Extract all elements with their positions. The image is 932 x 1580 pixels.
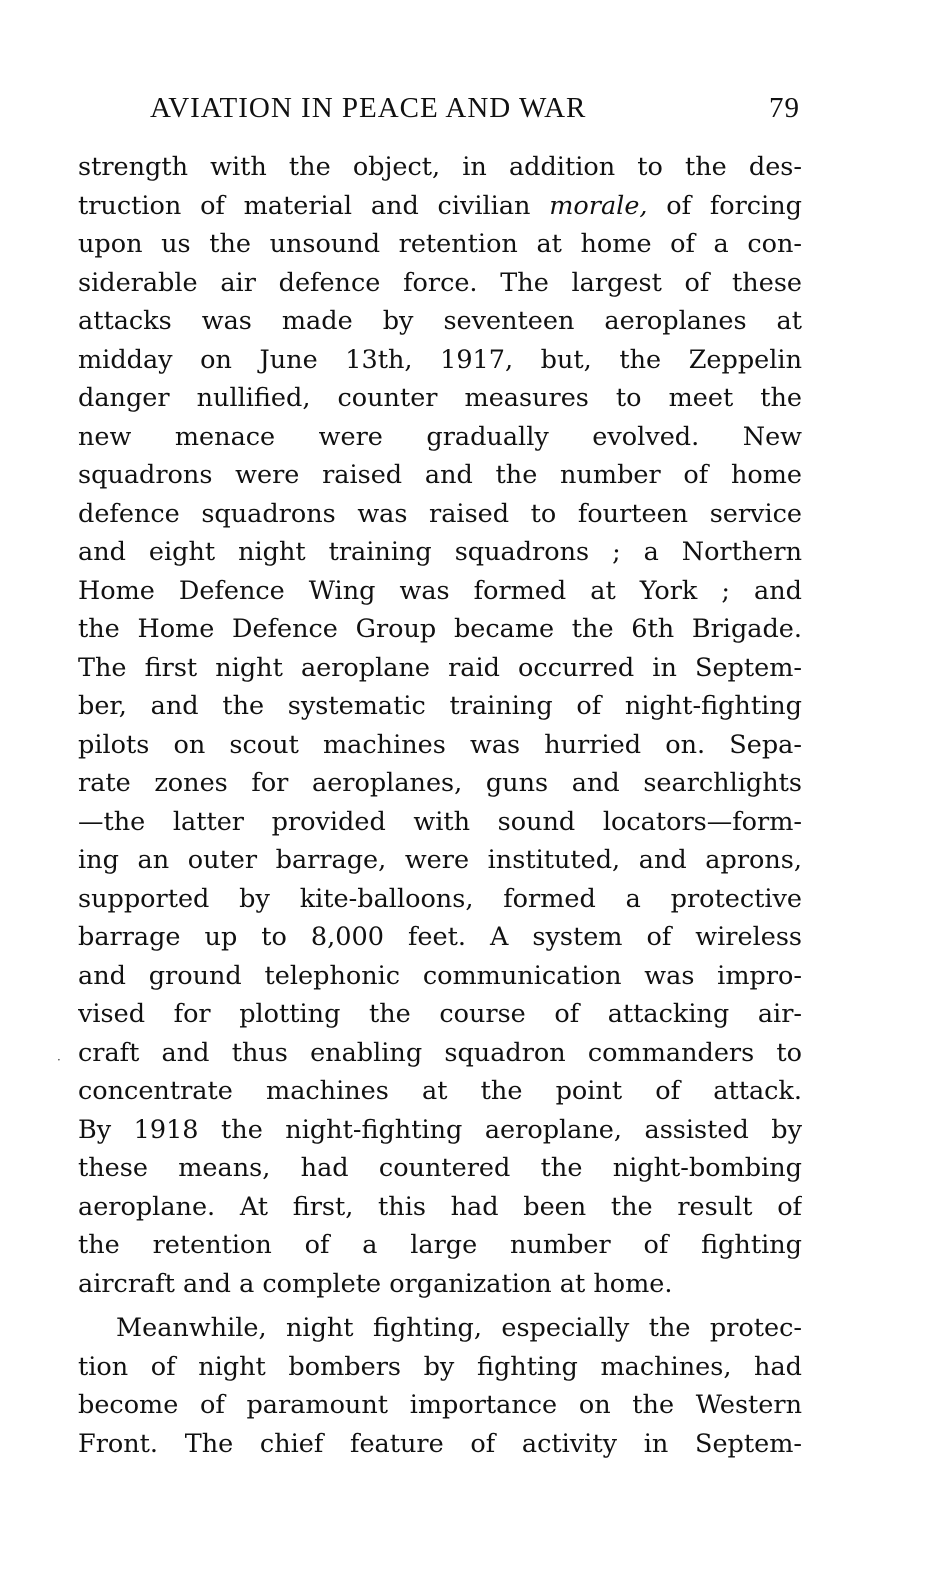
text-line: squadrons were raised and the number of home (78, 460, 802, 490)
text-line: —the latter provided with sound locators—form- (78, 806, 802, 837)
paragraph-1 (78, 148, 802, 1303)
text-line: become of paramount importance on the Western (78, 1390, 802, 1420)
text-line: supported by kite-balloons, formed a protective (78, 883, 802, 914)
text-line: pilots on scout machines was hurried on. Sepa- (78, 729, 802, 760)
text-line (78, 187, 802, 226)
body-text (78, 148, 802, 1463)
text-line: and ground telephonic communication was impro- (78, 960, 802, 991)
text-line: concentrate machines at the point of attack. (78, 1076, 802, 1106)
text-line: barrage up to 8,000 feet. A system of wireless (78, 922, 802, 952)
text-line: Meanwhile, night fighting, especially the protec- (116, 1313, 802, 1343)
text-line: and eight night training squadrons ; a Northern (78, 537, 802, 567)
text-line: aircraft and a complete organization at home. (78, 1268, 673, 1299)
text-line: new menace were gradually evolved. New (78, 421, 802, 452)
text-line: ber, and the systematic training of night-fighting (78, 691, 802, 721)
text-line: The first night aeroplane raid occurred in Septem- (78, 652, 802, 683)
text-line: ing an outer barrage, were instituted, and aprons, (78, 845, 802, 875)
text-line: Front. The chief feature of activity in Septem- (78, 1428, 802, 1459)
text-line: aeroplane. At first, this had been the result of (78, 1191, 802, 1222)
text-line: By 1918 the night-fighting aeroplane, assisted by (78, 1114, 802, 1145)
running-head-title: AVIATION IN PEACE AND WAR (150, 92, 587, 124)
text-segment: truction of material and civilian (78, 190, 550, 221)
text-line: siderable air defence force. The largest of these (78, 267, 802, 298)
text-line: the Home Defence Group became the 6th Brigade. (78, 614, 802, 644)
text-line: midday on June 13th, 1917, but, the Zeppelin (78, 344, 802, 375)
text-line: these means, had countered the night-bombing (78, 1153, 802, 1183)
italic-word: morale, (549, 190, 648, 221)
text-line: tion of night bombers by fighting machines, had (78, 1351, 802, 1382)
text-segment: of forcing (647, 190, 802, 221)
text-line: defence squadrons was raised to fourteen service (78, 498, 802, 529)
running-head (150, 92, 800, 128)
text-line: the retention of a large number of fighting (78, 1230, 802, 1260)
text-line: vised for plotting the course of attacking air- (78, 999, 802, 1029)
text-line: danger nullified, counter measures to meet the (78, 383, 802, 413)
text-line: attacks was made by seventeen aeroplanes at (78, 306, 802, 336)
text-line: Home Defence Wing was formed at York ; and (78, 575, 802, 606)
paragraph-2 (78, 1309, 802, 1463)
page-number: 79 (769, 92, 800, 124)
text-line: upon us the unsound retention at home of a con- (78, 229, 802, 259)
text-line: strength with the object, in addition to the des- (78, 152, 802, 182)
text-line: rate zones for aeroplanes, guns and searchlights (78, 768, 802, 798)
margin-speck: · (57, 1053, 61, 1067)
text-line: craft and thus enabling squadron commanders to (78, 1037, 802, 1068)
